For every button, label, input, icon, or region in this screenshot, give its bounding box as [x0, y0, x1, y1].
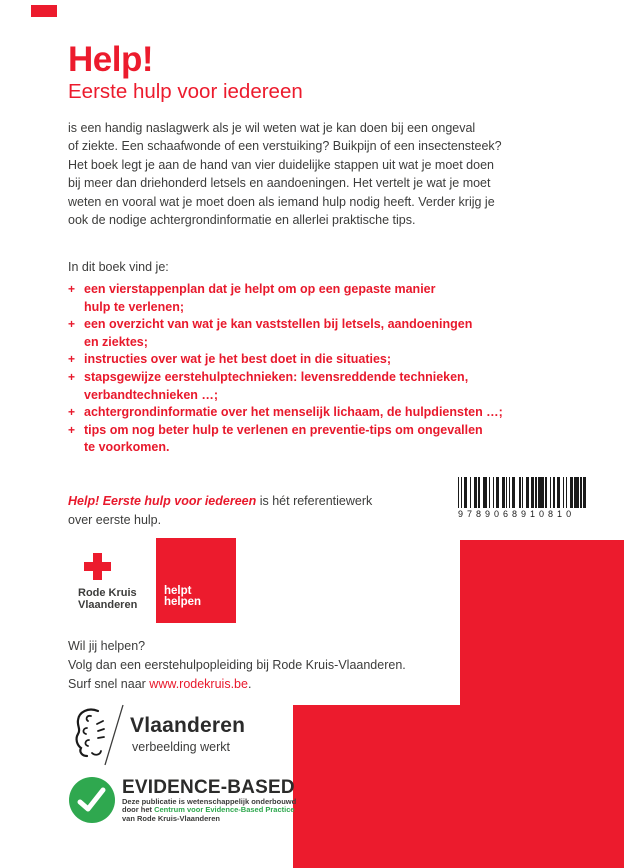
intro-line: ook de nodige achtergrondinformatie en allerlei praktische tips. — [68, 213, 416, 228]
intro-line: of ziekte. Een schaafwonde of een verstuiking? Buikpijn of een insectensteek? — [68, 139, 502, 154]
feature-list — [68, 281, 503, 457]
rode-kruis-label — [78, 587, 154, 611]
feature-item — [68, 422, 503, 457]
barcode — [458, 477, 588, 519]
cta-line2: Volg dan een eerstehulpopleiding bij Rode Kruis-Vlaanderen. — [68, 658, 406, 673]
flemish-lion-icon — [66, 703, 126, 767]
feature-line: achtergrondinformatie over het menselijk lichaam, de hulpdiensten …; — [84, 405, 503, 420]
cta-line3-suffix: . — [247, 677, 252, 692]
check-icon — [68, 776, 116, 824]
rode-kruis-label-line: Rode Kruis — [78, 587, 137, 599]
intro-line: weten en vooral wat je moet doen als iemand hulp nodig heeft. Verder krijg je — [68, 194, 495, 209]
plus-bullet-icon: + — [68, 422, 76, 437]
intro-line: is een handig naslagwerk als je wil weten wat je kan doen bij een ongeval — [68, 121, 476, 135]
intro-paragraph — [68, 119, 502, 229]
feature-item — [68, 281, 503, 316]
cta-line3 — [68, 675, 406, 694]
reference-paragraph — [68, 492, 372, 530]
feature-line: instructies over wat je het best doet in die situaties; — [84, 352, 392, 367]
helpt-helpen-label — [164, 586, 201, 608]
feature-line: te voorkomen. — [84, 440, 170, 455]
evidence-note-line2-prefix: door het — [122, 805, 155, 815]
red-cross-icon — [84, 553, 111, 580]
intro-line: Het boek legt je aan de hand van vier duidelijke stappen uit wat je moet doen — [68, 157, 494, 172]
feature-line: tips om nog beter hulp te verlenen en preventie-tips om ongevallen — [84, 422, 483, 437]
reference-line2: over eerste hulp. — [68, 513, 162, 527]
book-title: Help! — [68, 40, 153, 79]
red-bottom-block — [293, 705, 624, 868]
reference-rest: is hét referentiewerk — [256, 494, 373, 508]
slash-icon — [105, 705, 123, 765]
feature-item — [68, 316, 503, 351]
feature-item — [68, 351, 503, 369]
feature-line: verbandtechnieken …; — [84, 387, 219, 402]
rodekruis-link[interactable]: www.rodekruis.be — [149, 677, 248, 692]
list-heading: In dit boek vind je: — [68, 260, 169, 274]
feature-line: een vierstappenplan dat je helpt om op een gepaste manier — [84, 282, 436, 296]
vlaanderen-wordmark: Vlaanderen — [130, 714, 246, 737]
helpt-helpen-line: helpen — [164, 596, 202, 608]
cta-paragraph — [68, 637, 406, 695]
evidence-based-logo — [68, 776, 298, 828]
intro-line: bij meer dan driehonderd letsels en aandoeningen. Het vertelt je wat je moet — [68, 176, 491, 191]
cta-line3-prefix: Surf snel naar — [68, 677, 150, 692]
feature-item — [68, 404, 503, 422]
feature-line: een overzicht van wat je kan vaststellen bij letsels, aandoeningen — [84, 317, 473, 332]
feature-line: hulp te verlenen; — [84, 299, 185, 314]
feature-line: stapsgewijze eerstehulptechnieken: levensreddende technieken, — [84, 369, 469, 384]
cebap-link: Centrum voor Evidence-Based Practice — [154, 805, 295, 815]
evidence-note-line3: van Rode Kruis-Vlaanderen — [122, 813, 220, 823]
helpt-helpen-badge — [156, 538, 236, 623]
barcode-digits: 9789068910810 — [458, 509, 576, 519]
rode-kruis-logo — [78, 553, 154, 611]
plus-bullet-icon: + — [68, 405, 76, 420]
evidence-note-line1: Deze publicatie is wetenschappelijk onderbouwd — [122, 797, 297, 806]
vlaanderen-tagline: verbeelding werkt — [132, 740, 230, 754]
vlaanderen-logo — [66, 703, 296, 769]
cta-line1: Wil jij helpen? — [68, 639, 146, 653]
plus-bullet-icon: + — [68, 317, 76, 332]
plus-bullet-icon: + — [68, 369, 76, 384]
helpt-helpen-line: helpt — [164, 585, 192, 597]
plus-bullet-icon: + — [68, 352, 76, 367]
barcode-bars — [458, 477, 588, 508]
book-subtitle: Eerste hulp voor iedereen — [68, 80, 303, 103]
feature-line: en ziektes; — [84, 334, 148, 349]
plus-bullet-icon: + — [68, 282, 76, 296]
feature-item — [68, 369, 503, 404]
evidence-based-title: EVIDENCE-BASED — [122, 777, 295, 798]
evidence-based-note — [122, 798, 296, 823]
corner-red-mark — [31, 5, 57, 17]
rode-kruis-label-line: Vlaanderen — [78, 599, 138, 611]
reference-title-em: Help! Eerste hulp voor iedereen — [68, 494, 257, 508]
